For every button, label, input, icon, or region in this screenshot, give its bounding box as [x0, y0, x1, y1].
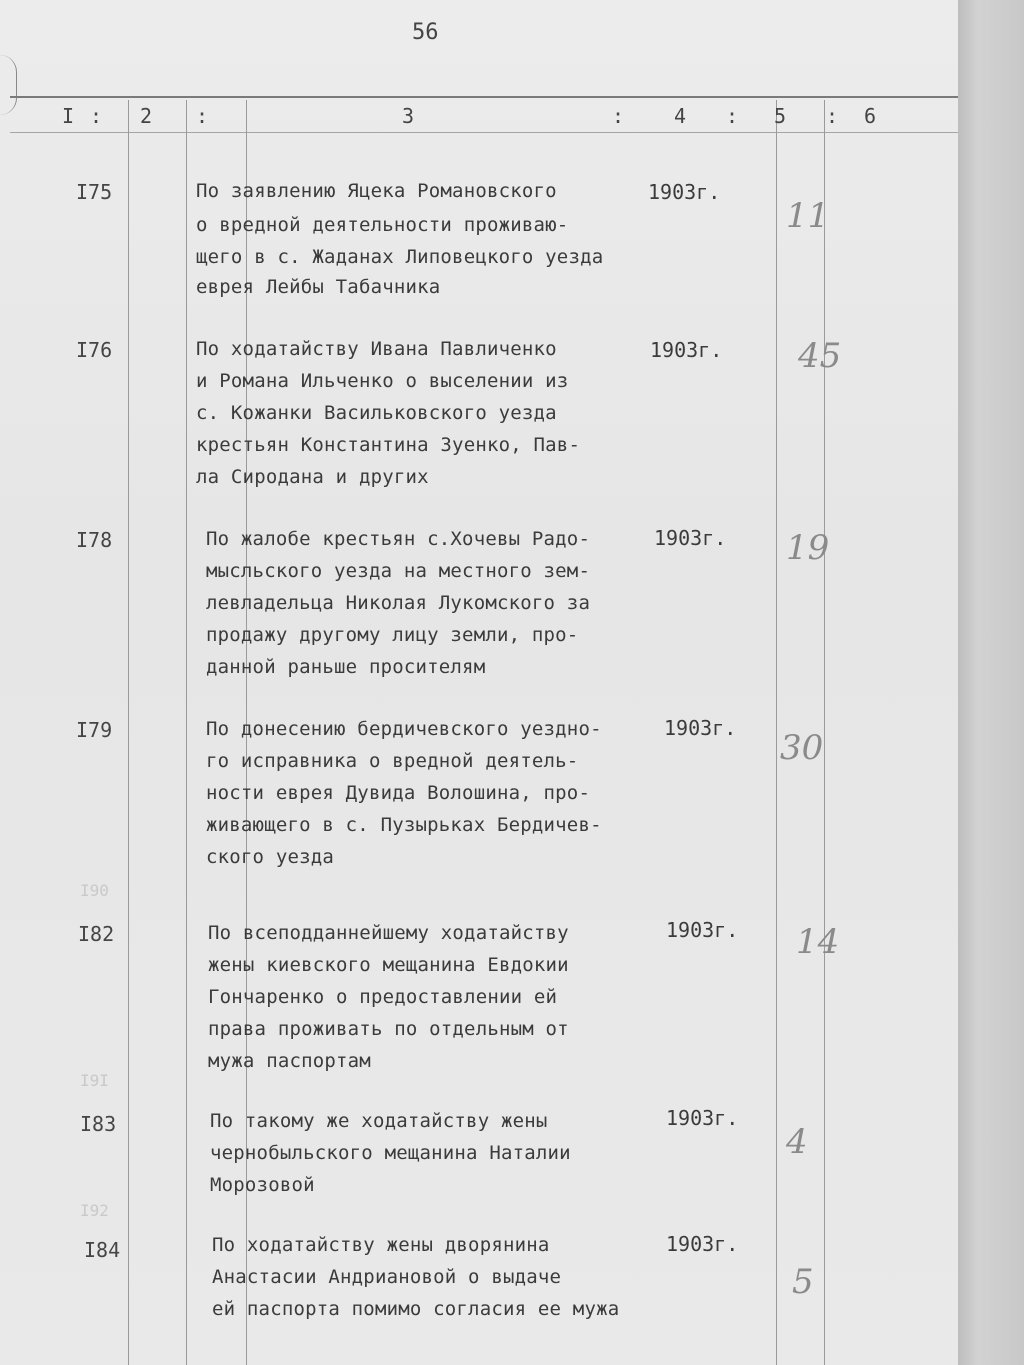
entry-year: 1903г.: [648, 180, 721, 204]
entry-line: мысльского уезда на местного зем-: [206, 560, 591, 582]
header-top-rule: [10, 96, 958, 98]
entry-sheet-count: 19: [786, 528, 830, 568]
entry-line: го исправника о вредной деятель-: [206, 750, 579, 772]
column-separator: :: [826, 104, 839, 128]
entry-line: ности еврея Дувида Волошина, про-: [206, 782, 591, 804]
column-separator: :: [196, 104, 209, 128]
entry-sheet-count: 11: [786, 196, 830, 236]
column-separator: :: [726, 104, 739, 128]
entry-line: еврея Лейбы Табачника: [196, 276, 441, 298]
bleed-through-text: I90: [80, 881, 109, 900]
entry-line: Анастасии Андриановой о выдаче: [212, 1266, 562, 1288]
entry-number: I82: [78, 922, 115, 946]
column-header-3: 3: [402, 104, 415, 128]
adjacent-page-edge: [958, 0, 1024, 1365]
entry-year: 1903г.: [666, 1106, 739, 1130]
entry-line: По ходатайству жены дворянина: [212, 1234, 550, 1256]
entry-line: Гончаренко о предоставлении ей: [208, 986, 558, 1008]
entry-number: I78: [76, 528, 113, 552]
header-bottom-rule: [10, 132, 958, 133]
entry-line: крестьян Константина Зуенко, Пав-: [196, 434, 581, 456]
entry-line: щего в с. Жаданах Липовецкого уезда: [196, 246, 604, 268]
bleed-through-text: I92: [80, 1201, 109, 1220]
column-header-4: 4: [674, 104, 687, 128]
entry-line: По донесению бердичевского уездно-: [206, 718, 602, 740]
entry-line: продажу другому лицу земли, про-: [206, 624, 579, 646]
column-divider: [824, 100, 825, 1365]
column-header-2: 2: [140, 104, 153, 128]
entry-sheet-count: 4: [786, 1122, 808, 1162]
entry-line: По жалобе крестьян с.Хочевы Радо-: [206, 528, 591, 550]
entry-number: I79: [76, 718, 113, 742]
column-separator: :: [90, 104, 103, 128]
page-number: 56: [412, 20, 439, 45]
column-header-6: 6: [864, 104, 877, 128]
column-separator: :: [612, 104, 625, 128]
entry-sheet-count: 30: [780, 728, 824, 768]
entry-line: с. Кожанки Васильковского уезда: [196, 402, 557, 424]
entry-line: чернобыльского мещанина Наталии: [210, 1142, 571, 1164]
entry-line: По всеподданнейшему ходатайству: [208, 922, 569, 944]
entry-line: живающего в с. Пузырьках Бердичев-: [206, 814, 602, 836]
entry-year: 1903г.: [654, 526, 727, 550]
entry-line: ского уезда: [206, 846, 335, 868]
entry-number: I75: [76, 180, 113, 204]
entry-year: 1903г.: [650, 338, 723, 362]
entry-line: По такому же ходатайству жены: [210, 1110, 548, 1132]
entry-year: 1903г.: [666, 1232, 739, 1256]
entry-number: I83: [80, 1112, 117, 1136]
entry-year: 1903г.: [664, 716, 737, 740]
entry-line: левладельца Николая Лукомского за: [206, 592, 591, 614]
entry-line: Морозовой: [210, 1174, 315, 1196]
entry-line: данной раньше просителям: [206, 656, 486, 678]
entry-line: жены киевского мещанина Евдокии: [208, 954, 569, 976]
column-divider: [186, 100, 187, 1365]
entry-line: и Романа Ильченко о выселении из: [196, 370, 569, 392]
entry-year: 1903г.: [666, 918, 739, 942]
entry-line: По заявлению Яцека Романовского: [196, 180, 557, 202]
entry-sheet-count: 45: [798, 336, 842, 376]
column-divider: [128, 100, 129, 1365]
entry-line: По ходатайству Ивана Павличенко: [196, 338, 557, 360]
entry-number: I84: [84, 1238, 121, 1262]
entry-sheet-count: 5: [792, 1262, 814, 1302]
entry-line: мужа паспортам: [208, 1050, 371, 1072]
column-header-1: I: [62, 104, 75, 128]
column-divider: [776, 100, 777, 1365]
entry-line: ей паспорта помимо согласия ее мужа: [212, 1298, 620, 1320]
column-header-5: 5: [774, 104, 787, 128]
entry-line: о вредной деятельности проживаю-: [196, 214, 569, 236]
entry-sheet-count: 14: [796, 922, 840, 962]
entry-line: ла Сиродана и других: [196, 466, 429, 488]
binding-mark: [0, 55, 17, 115]
bleed-through-text: I9I: [80, 1071, 109, 1090]
entry-number: I76: [76, 338, 113, 362]
entry-line: права проживать по отдельным от: [208, 1018, 569, 1040]
